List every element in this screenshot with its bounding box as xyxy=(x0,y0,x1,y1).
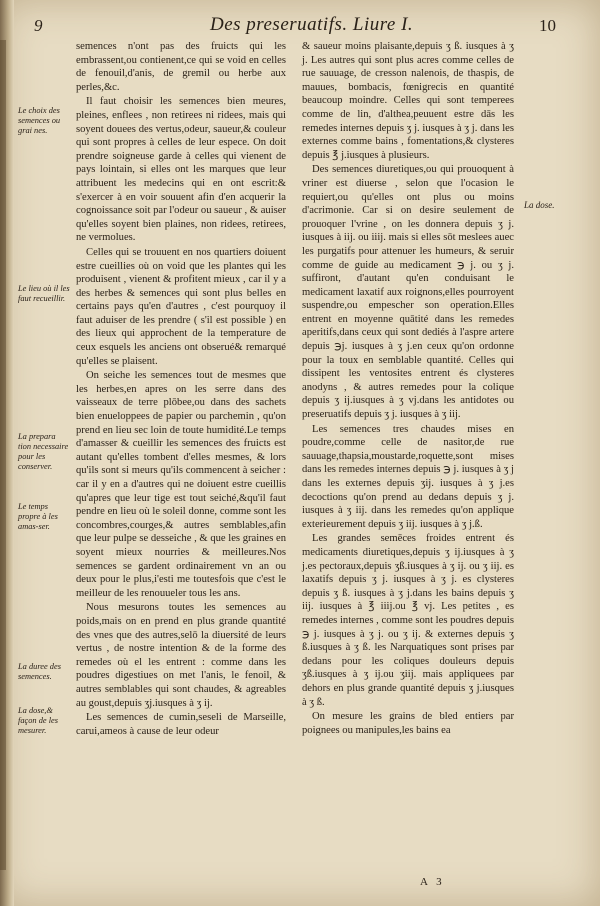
margin-note: Le temps propre à les amas-ser. xyxy=(18,502,58,531)
paragraph: Les semences de cumin,seseli de Marseille, carui,ameos à cause de leur odeur xyxy=(76,712,286,737)
margin-note: La prepara tion necessaire pour les conserver. xyxy=(18,432,69,471)
margin-note: La duree des semences. xyxy=(18,662,61,681)
page-header xyxy=(30,14,570,40)
paragraph: Il faut choisir les semences bien meures, pleines, enflees , non retirees ni ridees, mais qui soyent douees des vertus,odeur, saueur,& couleur qui sont propres à celles de leur espece. On doit prendre soigneuse garde à celles qui vienent de pays lointain, si elles ont les marques que leur attribuent les medecins qui en ont escrit:& s'exercer à en voir souuent afin d'en acquerir la cognoissance soit par l'odeur ou saueur , & auiser qu'elles soyent bien plaines, non ridees, retirees, ne vermolues. xyxy=(76,96,286,244)
paragraph: Celles qui se trouuent en nos quartiers doiuent estre cueillies où on void que les plantes qui les produisent , vienent & profitent mieux , car il y a des herbes & semences qui sont plus belles en certains pays qu'en d'autres , c'est pourquoy il faut aduiser de les prendre ( s'il est possible ) en des lieux qui approchent de la temperature de ceux esquels les anciens ont obserué& remarqué qu'elles se plaisent. xyxy=(76,246,286,367)
paragraph: Nous mesurons toutes les semences au poids,mais on en prend en plus grande quantité des vnes que des autres,selō la diuersité de leurs vertus , de nostre intention & de la forme des remedes où el les entrent : comme dans les poudres digestiues on met l'anis, le fenoil, & autres semblables qui sont chaudes, & agreables au goust,depuis ʒj.iusques à ʒ ij. xyxy=(76,602,286,709)
paragraph: Les semences tres chaudes mises en poudre,comme celle de nasitor,de rue sauuage,thapsia,moustarde,roquette,sont mises dans les remedes internes depuis ℈ j. iusques à ʒ j dans les externes depuis ʒij. iusques à ʒ j.es decoctions qu'on prend au dedans depuis ʒ j. iusques à ʒ iij. dans les remedes qu'on applique exterieurement depuis ʒ iij. iusques à ʒ j.ß. xyxy=(302,423,514,530)
signature-mark: A 3 xyxy=(420,876,445,888)
paragraph: semences n'ont pas des fruicts qui les embrassent,ou contienent,ce qui se void en celles de fenouil,d'anis, de gremil ou herbe aux perles,&c. xyxy=(76,41,286,93)
page-number-right: 10 xyxy=(539,16,556,35)
paragraph: Les grandes semēces froides entrent és medicaments diuretiques,depuis ʒ ij.iusques à ʒ j.es pectoraux,depuis ʒß.iusques à ʒ ij. ou ʒ iij. es laxatifs depuis ʒ j. iusques à ʒ j. es clysteres depuis ʒ ß. iusques à ʒ j.dans les bains depuis ʒ iij. iusques à ℥ iiij.ou ℥ vj. Les petites , es remedes internes , comme sont les poudres depuis ℈ j. iusques à ʒ j. ou ʒ ij. & externes depuis ʒ ß.iusques à ʒ ß. les Narquatiques sont prises par dedans pour les coliques douleurs depuis ʒß.iusques à ʒ ij.ou ʒiij. mais appliquees par dehors en plus grande quantité depuis ʒ j.iusques à ʒ ß. xyxy=(302,533,514,708)
left-text-column xyxy=(76,40,286,739)
page-number-left: 9 xyxy=(34,16,43,35)
paragraph: On mesure les grains de bled entiers par poignees ou manipules,les bains ea xyxy=(302,711,514,736)
paragraph: On seiche les semences tout de mesmes que les herbes,en apres on les serre dans des vaisseaux de terre plōbee,ou dans des sachets bien enueloppees de papier ou parchemin , qu'on prend en lieu sec loin de toute humidité.Le temps d'amasser & cueillir les semences des fruicts est autant qu'elles tombent d'elles mesmes, & lors qu'ils sont si meurs qu'ils commencent à seicher : car il y en a d'autres qui ne doiuent estre cueillis qu'apres que leur tige est tout seiché,&qu'il faut pendre en lieu où le soleil donne, comme sont les concombres,courges,& autres semblables,afin que leur pulpe se desseiche , & que les graines en soyent mieux nourries & meilleures.Nos semences se gardent ordinairement vn an ou deux pour le plus,i'esti me toutesfois que c'est le meilleur de les renouueler tous les ans. xyxy=(76,370,286,599)
margin-note: Le lieu où il les faut recueillir. xyxy=(18,284,70,303)
paragraph: Des semences diuretiques,ou qui prouoquent à vriner est diuerse , selon que l'ocasion le requiert,ou qu'elles ont plus ou moins d'acrimonie. Car si on desire seulement de prouoquer l'vrine , on les donnera depuis ʒ j. iusques à iij. ou iiij. mais si elles sōt meslees auec les purgatifs pour attenuer les humeurs, & seruir comme de guide au medicament ℈ j. ou ʒ j. suffiront, d'autant qu'en conduisant le medicament laxatif aux roignons,elles pourroyent suspendre,ou empescher son operation.Elles entrent en moyenne quātité dans les remedes aperitifs,dans ceux qui sont dediés à l'aspre artere depuis ℈j. iusques à ʒ j.en ceux qu'on ordonne pour la toux en semblable quantité. Celles qui dissipent les ventosites entrent és clysteres anodyns , & autres remedes pour la colique depuis ʒ ij.iusques à ʒ vj.dans les antidotes ou preseruatifs depuis ʒ j. iusques à ʒ iij. xyxy=(302,164,514,421)
margin-note: Le choix des semences ou grai nes. xyxy=(18,106,61,135)
margin-note-right: La dose. xyxy=(524,200,555,210)
running-title: Des preseruatifs. Liure I. xyxy=(210,14,414,35)
margin-note: La dose,& façon de les mesurer. xyxy=(18,706,59,735)
right-text-column xyxy=(302,40,514,738)
paragraph: & saueur moins plaisante,depuis ʒ ß. iusques à ʒ j. Les autres qui sont plus acres comme celles de rue sauuage, de cresson nalenois, de thaspis, de mauues, bombacis, fœnigrecis en quantité beaucoup moindre. Celles qui sont temperees comme de lin, d'althea,peuuent estre dās les remedes internes depuis ʒ j. iusques à ʒ j. dans les externes comme bains , fomentations,& clysteres depuis ℥ j.iusques à plusieurs. xyxy=(302,41,514,161)
page-edge-stain xyxy=(0,40,6,870)
